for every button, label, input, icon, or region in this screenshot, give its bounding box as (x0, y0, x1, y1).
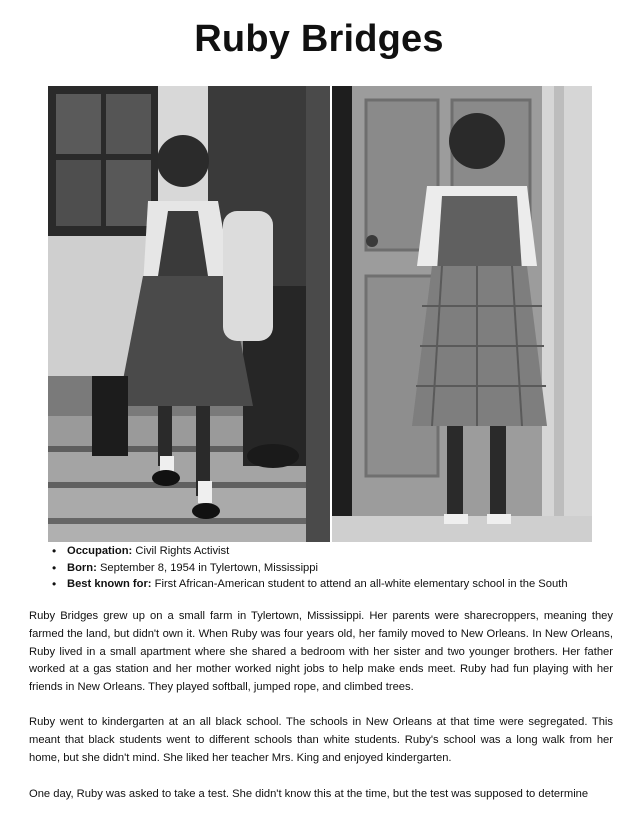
paragraph-kindergarten: Ruby went to kindergarten at an all black school. The schools in New Orleans at that time were segregated. This meant that black students went to different schools than white students. Ruby's school was a long walk from her home, but she didn't mind. She liked her teacher Mrs. King and enjoyed kindergarten. (29, 716, 613, 764)
photo-ruby-doorway (332, 86, 592, 542)
photo-ruby-steps-image (48, 86, 330, 542)
fact-best-known-for (48, 576, 568, 593)
photo-collage (48, 86, 592, 542)
fact-value: September 8, 1954 in Tylertown, Mississippi (99, 561, 318, 574)
page-title: Ruby Bridges (194, 18, 444, 60)
fact-label: Best known for: (67, 578, 152, 590)
fact-value: Civil Rights Activist (135, 545, 230, 557)
photo-ruby-steps (48, 86, 330, 542)
paragraph-early-life: Ruby Bridges grew up on a small farm in Tylertown, Mississippi. Her parents were sharecroppers, meaning they farmed the land, but didn't own it. When Ruby was four years old, her family moved to New Orleans. In New Orleans, Ruby lived in a small apartment where she shared a bedroom with her sister and two younger brothers. Her father worked at a gas station and her mother worked night jobs to help make ends meet. Ruby had fun playing with her friends in New Orleans. They played softball, jumped rope, and climbed trees. (29, 610, 613, 694)
fact-born (48, 560, 568, 577)
paragraph-test: One day, Ruby was asked to take a test. She didn't know this at the time, but the test was supposed to determine (29, 788, 589, 800)
photo-ruby-doorway-image (332, 86, 592, 542)
fact-occupation (48, 543, 568, 560)
fact-label: Born: (67, 561, 97, 574)
fact-label: Occupation: (67, 545, 133, 557)
facts-list (48, 543, 568, 593)
fact-value: First African-American student to attend an all-white elementary school in the South (154, 578, 568, 590)
